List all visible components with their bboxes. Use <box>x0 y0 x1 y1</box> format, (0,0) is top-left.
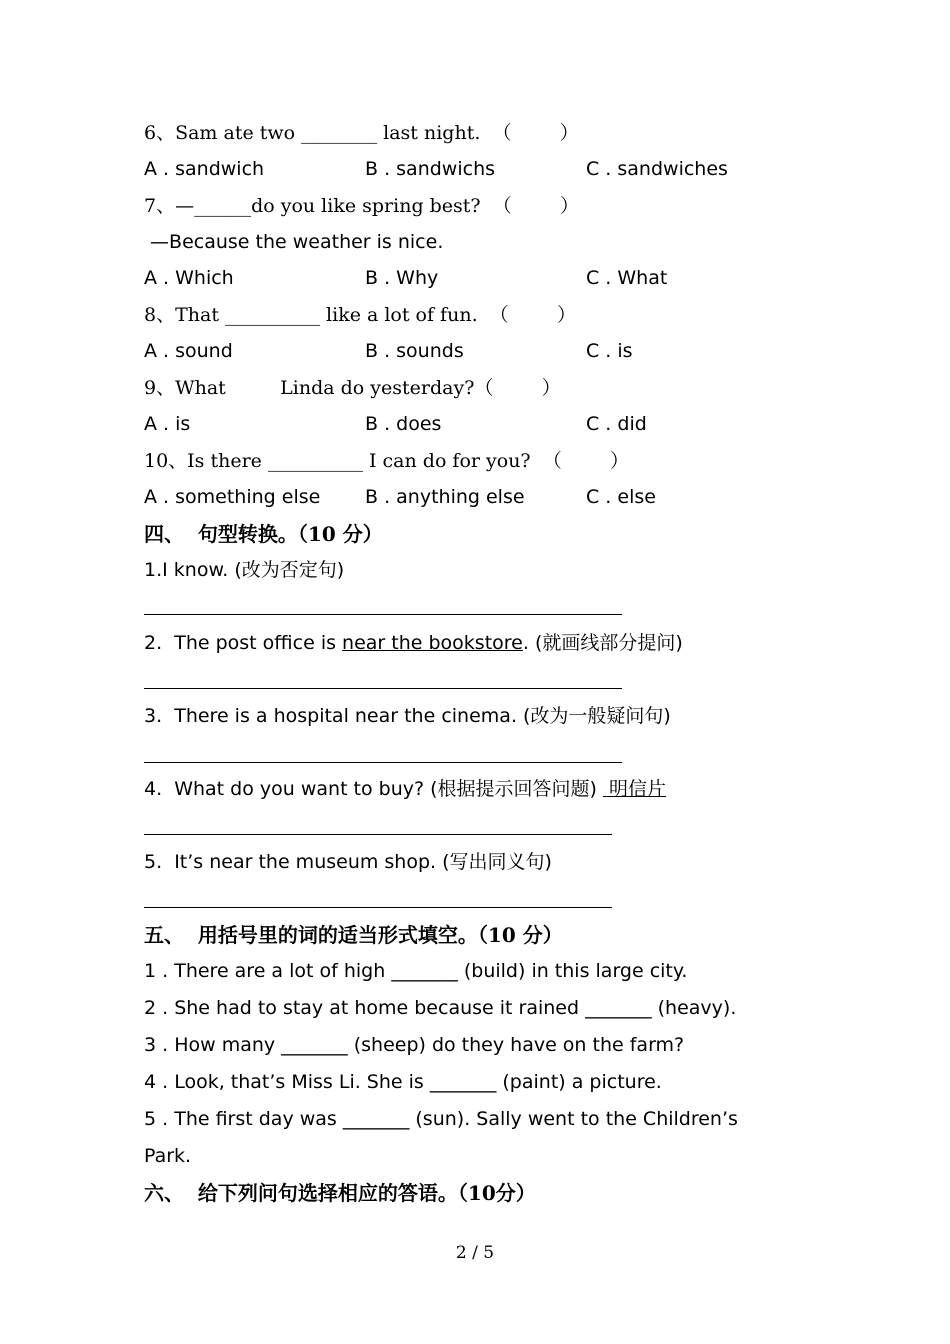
transform-item-2 <box>144 631 683 655</box>
question-9-option-c: C . did <box>586 413 647 435</box>
question-7-stem: 7、—______do you like spring best? （ ） <box>144 195 580 217</box>
transform-item-2-instruction: . (就画线部分提问) <box>522 632 683 654</box>
transform-item-2-underlined: near the bookstore <box>342 632 523 654</box>
question-7-reply: —Because the weather is nice. <box>144 231 444 253</box>
question-8-option-b: B . sounds <box>365 340 464 362</box>
question-10-option-b: B . anything else <box>365 486 525 508</box>
transform-item-1: 1.I know. (改为否定句) <box>144 559 345 581</box>
fill-item-3: 3 . How many _______ (sheep) do they have on the farm? <box>144 1034 685 1056</box>
fill-item-2: 2 . She had to stay at home because it rained _______ (heavy). <box>144 997 737 1019</box>
answer-line-5 <box>144 907 612 908</box>
question-10-option-c: C . else <box>586 486 656 508</box>
question-8-option-c: C . is <box>586 340 633 362</box>
transform-item-4-hint: 明信片 <box>603 778 667 800</box>
question-10-stem: 10、Is there __________ I can do for you? （ ） <box>144 450 630 472</box>
fill-item-1: 1 . There are a lot of high _______ (build) in this large city. <box>144 960 688 982</box>
question-8-stem: 8、That __________ like a lot of fun. （ ） <box>144 304 576 326</box>
question-10-option-a: A . something else <box>144 486 321 508</box>
fill-item-5-continued: Park. <box>144 1145 192 1167</box>
transform-item-3: 3. There is a hospital near the cinema. (改为一般疑问句) <box>144 705 671 727</box>
question-6-option-a: A . sandwich <box>144 158 265 180</box>
answer-line-3 <box>144 762 622 763</box>
question-8-option-a: A . sound <box>144 340 233 362</box>
page-number: 2 / 5 <box>455 1243 495 1263</box>
transform-item-4 <box>144 777 666 801</box>
question-9-option-b: B . does <box>365 413 442 435</box>
answer-line-4 <box>144 834 612 835</box>
section-4-heading: 四、 句型转换。（10 分） <box>144 522 383 546</box>
section-6-heading: 六、 给下列问句选择相应的答语。（10分） <box>144 1181 536 1205</box>
section-5-heading: 五、 用括号里的词的适当形式填空。（10 分） <box>144 923 563 947</box>
answer-line-1 <box>144 614 622 615</box>
question-9-option-a: A . is <box>144 413 191 435</box>
fill-item-4: 4 . Look, that’s Miss Li. She is _______ (paint) a picture. <box>144 1071 662 1093</box>
question-9-stem: 9、What Linda do yesterday?（ ） <box>144 377 561 399</box>
question-6-option-b: B . sandwichs <box>365 158 496 180</box>
transform-item-4-text: 4. What do you want to buy? (根据提示回答问题) <box>144 778 604 800</box>
question-6-stem: 6、Sam ate two ________ last night. （ ） <box>144 122 579 144</box>
question-7-option-c: C . What <box>586 267 668 289</box>
answer-line-2 <box>144 688 622 689</box>
fill-item-5: 5 . The first day was _______ (sun). Sally went to the Children’s <box>144 1108 738 1130</box>
transform-item-2-text: 2. The post office is <box>144 632 343 654</box>
question-7-option-a: A . Which <box>144 267 234 289</box>
question-6-option-c: C . sandwiches <box>586 158 728 180</box>
transform-item-5: 5. It’s near the museum shop. (写出同义句) <box>144 851 552 873</box>
question-7-option-b: B . Why <box>365 267 439 289</box>
